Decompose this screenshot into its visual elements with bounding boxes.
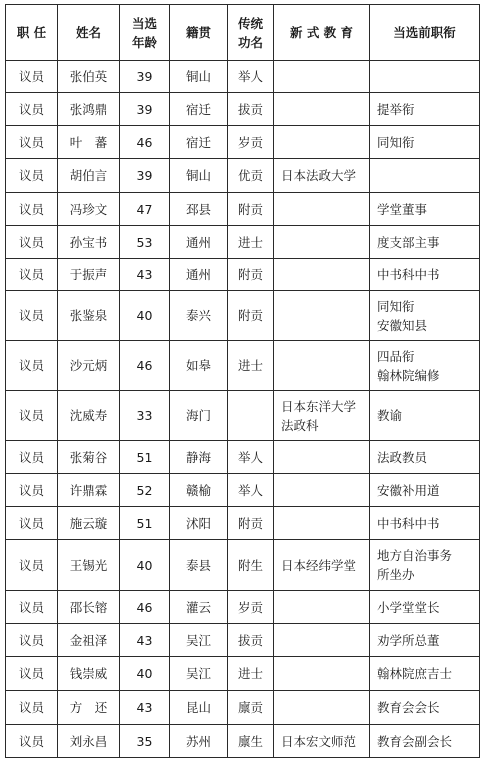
cell-native-place: 邳县	[170, 193, 228, 226]
cell-age: 33	[120, 391, 170, 441]
cell-name: 孙宝书	[58, 226, 120, 259]
cell-traditional-degree: 进士	[228, 341, 274, 391]
cell-native-place: 吴江	[170, 657, 228, 691]
member-table	[5, 4, 480, 758]
table-row	[6, 391, 480, 441]
table-row	[6, 291, 480, 341]
cell-position: 议员	[6, 226, 58, 259]
cell-prior-title: 劝学所总董	[370, 624, 480, 657]
header-position: 职 任	[6, 5, 58, 61]
table-row	[6, 159, 480, 193]
cell-name: 张菊谷	[58, 441, 120, 474]
header-modern-education: 新 式 教 育	[274, 5, 370, 61]
header-traditional-degree: 传统 功名	[228, 5, 274, 61]
cell-name: 施云璇	[58, 507, 120, 540]
header-name: 姓名	[58, 5, 120, 61]
cell-traditional-degree: 附贡	[228, 507, 274, 540]
cell-traditional-degree: 廪生	[228, 725, 274, 758]
cell-modern-education	[274, 657, 370, 691]
cell-modern-education: 日本宏文师范	[274, 725, 370, 758]
cell-position: 议员	[6, 391, 58, 441]
cell-traditional-degree: 廪贡	[228, 691, 274, 725]
cell-age: 39	[120, 159, 170, 193]
header-row	[6, 5, 480, 61]
cell-modern-education	[274, 691, 370, 725]
cell-prior-title: 提举衔	[370, 93, 480, 126]
cell-modern-education	[274, 93, 370, 126]
cell-prior-title: 教谕	[370, 391, 480, 441]
cell-native-place: 海门	[170, 391, 228, 441]
header-age: 当选 年龄	[120, 5, 170, 61]
cell-prior-title	[370, 61, 480, 93]
cell-traditional-degree: 岁贡	[228, 591, 274, 624]
table-row	[6, 126, 480, 159]
table-row	[6, 657, 480, 691]
cell-age: 51	[120, 507, 170, 540]
cell-name: 方 还	[58, 691, 120, 725]
cell-traditional-degree: 岁贡	[228, 126, 274, 159]
cell-name: 张鉴泉	[58, 291, 120, 341]
cell-native-place: 苏州	[170, 725, 228, 758]
cell-native-place: 铜山	[170, 159, 228, 193]
cell-age: 40	[120, 657, 170, 691]
cell-native-place: 昆山	[170, 691, 228, 725]
cell-prior-title: 小学堂堂长	[370, 591, 480, 624]
table-row	[6, 540, 480, 591]
table-row	[6, 259, 480, 291]
cell-native-place: 灌云	[170, 591, 228, 624]
cell-name: 张鸿鼎	[58, 93, 120, 126]
cell-traditional-degree: 优贡	[228, 159, 274, 193]
cell-traditional-degree: 举人	[228, 61, 274, 93]
cell-age: 40	[120, 291, 170, 341]
cell-prior-title: 法政教员	[370, 441, 480, 474]
cell-modern-education	[274, 61, 370, 93]
table-row	[6, 226, 480, 259]
table-row	[6, 341, 480, 391]
table-row	[6, 441, 480, 474]
cell-position: 议员	[6, 259, 58, 291]
cell-position: 议员	[6, 474, 58, 507]
cell-position: 议员	[6, 193, 58, 226]
cell-age: 35	[120, 725, 170, 758]
cell-age: 53	[120, 226, 170, 259]
cell-native-place: 静海	[170, 441, 228, 474]
cell-modern-education	[274, 341, 370, 391]
cell-age: 46	[120, 341, 170, 391]
cell-native-place: 宿迁	[170, 93, 228, 126]
cell-position: 议员	[6, 725, 58, 758]
cell-position: 议员	[6, 159, 58, 193]
cell-modern-education	[274, 507, 370, 540]
cell-age: 40	[120, 540, 170, 591]
cell-prior-title: 翰林院庶吉士	[370, 657, 480, 691]
cell-position: 议员	[6, 441, 58, 474]
cell-prior-title: 中书科中书	[370, 259, 480, 291]
cell-age: 51	[120, 441, 170, 474]
cell-prior-title: 学堂董事	[370, 193, 480, 226]
header-prior-title: 当选前职衔	[370, 5, 480, 61]
cell-prior-title: 教育会副会长	[370, 725, 480, 758]
cell-traditional-degree: 进士	[228, 657, 274, 691]
cell-native-place: 泰县	[170, 540, 228, 591]
cell-modern-education: 日本经纬学堂	[274, 540, 370, 591]
cell-prior-title: 同知衔	[370, 126, 480, 159]
cell-modern-education	[274, 591, 370, 624]
cell-traditional-degree: 拔贡	[228, 624, 274, 657]
cell-modern-education	[274, 226, 370, 259]
cell-position: 议员	[6, 93, 58, 126]
cell-native-place: 如皋	[170, 341, 228, 391]
cell-position: 议员	[6, 507, 58, 540]
cell-position: 议员	[6, 291, 58, 341]
cell-age: 39	[120, 93, 170, 126]
cell-age: 46	[120, 126, 170, 159]
cell-modern-education	[274, 624, 370, 657]
cell-name: 冯珍文	[58, 193, 120, 226]
table-row	[6, 624, 480, 657]
cell-native-place: 通州	[170, 259, 228, 291]
cell-traditional-degree: 附贡	[228, 291, 274, 341]
table-row	[6, 61, 480, 93]
cell-traditional-degree	[228, 391, 274, 441]
cell-traditional-degree: 进士	[228, 226, 274, 259]
cell-position: 议员	[6, 126, 58, 159]
cell-age: 43	[120, 624, 170, 657]
cell-prior-title: 地方自治事务 所坐办	[370, 540, 480, 591]
table-row	[6, 591, 480, 624]
table-row	[6, 691, 480, 725]
cell-name: 刘永昌	[58, 725, 120, 758]
cell-modern-education	[274, 474, 370, 507]
cell-name: 胡伯言	[58, 159, 120, 193]
table-row	[6, 474, 480, 507]
cell-position: 议员	[6, 61, 58, 93]
cell-modern-education: 日本东洋大学 法政科	[274, 391, 370, 441]
table-row	[6, 725, 480, 758]
cell-age: 46	[120, 591, 170, 624]
cell-position: 议员	[6, 591, 58, 624]
table-body	[6, 61, 480, 758]
cell-modern-education	[274, 259, 370, 291]
cell-name: 沙元炳	[58, 341, 120, 391]
cell-traditional-degree: 附贡	[228, 193, 274, 226]
cell-modern-education	[274, 193, 370, 226]
cell-modern-education	[274, 441, 370, 474]
cell-prior-title	[370, 159, 480, 193]
cell-traditional-degree: 举人	[228, 474, 274, 507]
cell-age: 43	[120, 691, 170, 725]
cell-native-place: 沭阳	[170, 507, 228, 540]
cell-traditional-degree: 附贡	[228, 259, 274, 291]
cell-age: 52	[120, 474, 170, 507]
cell-name: 金祖泽	[58, 624, 120, 657]
cell-name: 沈威寿	[58, 391, 120, 441]
cell-position: 议员	[6, 691, 58, 725]
table-row	[6, 507, 480, 540]
cell-traditional-degree: 附生	[228, 540, 274, 591]
cell-prior-title: 教育会会长	[370, 691, 480, 725]
cell-native-place: 吴江	[170, 624, 228, 657]
cell-prior-title: 中书科中书	[370, 507, 480, 540]
cell-native-place: 通州	[170, 226, 228, 259]
cell-name: 钱崇威	[58, 657, 120, 691]
cell-name: 王锡光	[58, 540, 120, 591]
cell-traditional-degree: 举人	[228, 441, 274, 474]
cell-prior-title: 度支部主事	[370, 226, 480, 259]
cell-position: 议员	[6, 341, 58, 391]
header-native-place: 籍贯	[170, 5, 228, 61]
cell-modern-education	[274, 291, 370, 341]
cell-name: 于振声	[58, 259, 120, 291]
cell-modern-education: 日本法政大学	[274, 159, 370, 193]
cell-position: 议员	[6, 624, 58, 657]
cell-prior-title: 四品衔 翰林院编修	[370, 341, 480, 391]
cell-age: 39	[120, 61, 170, 93]
table-header	[6, 5, 480, 61]
cell-native-place: 泰兴	[170, 291, 228, 341]
cell-prior-title: 同知衔 安徽知县	[370, 291, 480, 341]
cell-name: 张伯英	[58, 61, 120, 93]
cell-position: 议员	[6, 657, 58, 691]
table-row	[6, 193, 480, 226]
cell-native-place: 赣榆	[170, 474, 228, 507]
table-row	[6, 93, 480, 126]
cell-age: 47	[120, 193, 170, 226]
cell-native-place: 铜山	[170, 61, 228, 93]
cell-modern-education	[274, 126, 370, 159]
cell-name: 许鼎霖	[58, 474, 120, 507]
cell-native-place: 宿迁	[170, 126, 228, 159]
cell-age: 43	[120, 259, 170, 291]
cell-position: 议员	[6, 540, 58, 591]
cell-prior-title: 安徽补用道	[370, 474, 480, 507]
cell-name: 邵长镕	[58, 591, 120, 624]
cell-name: 叶 蕃	[58, 126, 120, 159]
cell-traditional-degree: 拔贡	[228, 93, 274, 126]
